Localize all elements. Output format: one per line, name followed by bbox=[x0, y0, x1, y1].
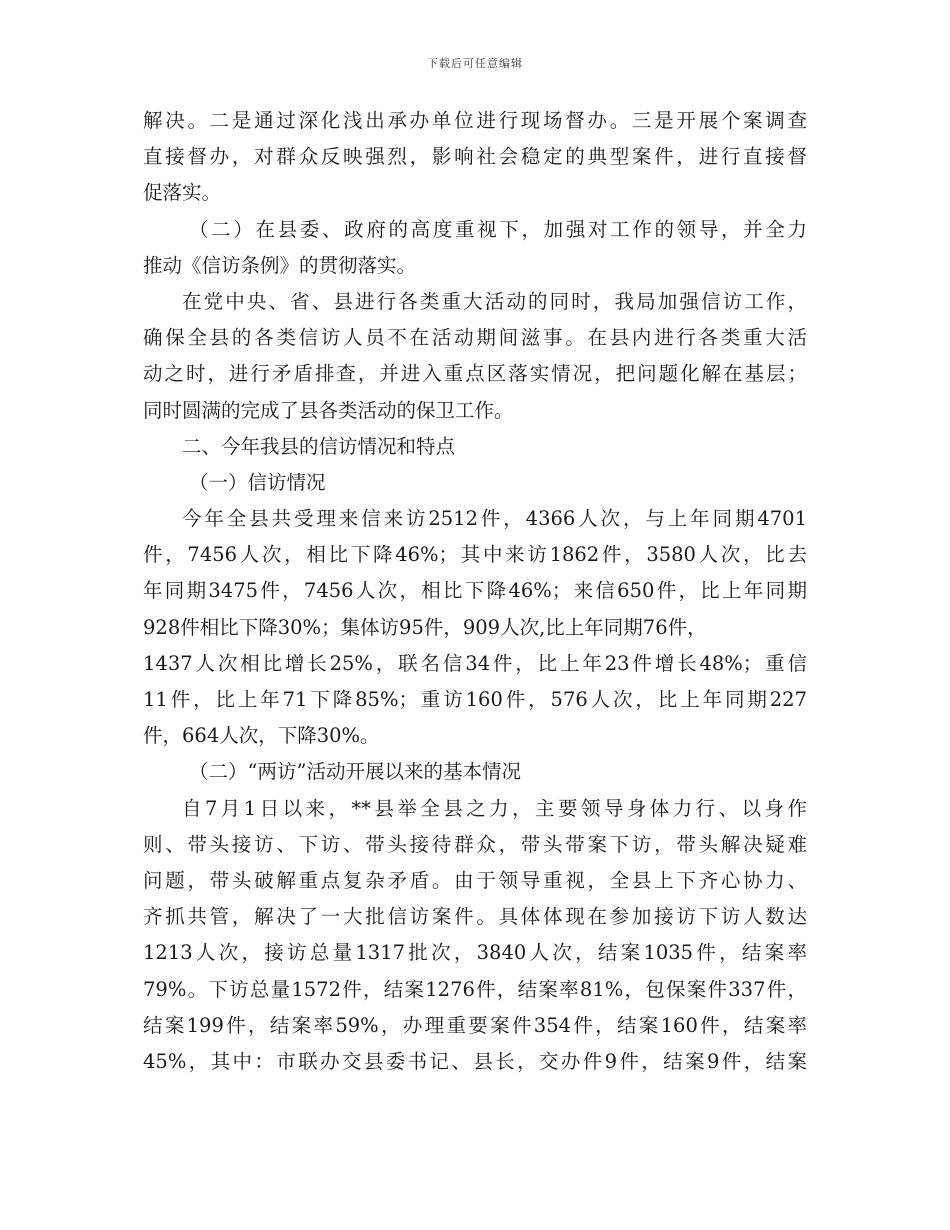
subsection-heading: （一）信访情况 bbox=[189, 470, 326, 494]
text-line: 解决。二是通过深化浅出承办单位进行现场督办。三是开展个案调查 bbox=[143, 109, 807, 132]
text-line: 确保全县的各类信访人员不在活动期间滋事。在县内进行各类重大活 bbox=[143, 326, 807, 350]
text-line: 1437人次相比增长25%，联名信34件，比上年23件增长48%；重信 bbox=[143, 651, 807, 675]
text-line: 直接督办，对群众反映强烈，影响社会稳定的典型案件，进行直接督 bbox=[143, 145, 807, 169]
text-line: 齐抓共管，解决了一大批信访案件。具体体现在参加接访下访人数达 bbox=[143, 905, 807, 929]
document-body bbox=[143, 103, 807, 1080]
text-line: 在党中央、省、县进行各类重大活动的同时，我局加强信访工作， bbox=[182, 289, 807, 313]
text-line: 11件，比上年71下降85%；重访160件，576人次，比上年同期227 bbox=[143, 688, 807, 711]
text-line: 问题，带头破解重点复杂矛盾。由于领导重视，全县上下齐心协力、 bbox=[143, 868, 807, 892]
section-heading: 二、今年我县的信访情况和特点 bbox=[182, 434, 456, 458]
text-line: 928件相比下降30%；集体访95件，909人次,比上年同期76件， bbox=[143, 615, 707, 639]
text-line: 45%，其中：市联办交县委书记、县长，交办件9件，结案9件，结案 bbox=[143, 1049, 807, 1073]
text-line: 1213人次，接访总量1317批次，3840人次，结案1035件，结案率 bbox=[143, 941, 807, 965]
text-line: 则、带头接访、下访、带头接待群众，带头带案下访，带头解决疑难 bbox=[143, 832, 807, 856]
text-line: 推动《信访条例》的贯彻落实。 bbox=[143, 253, 417, 277]
page-header: 下载后可任意编辑 bbox=[427, 57, 523, 70]
text-line: 件，7456人次，相比下降46%；其中来访1862件，3580人次，比去 bbox=[143, 543, 807, 567]
text-line: 促落实。 bbox=[143, 181, 222, 205]
text-line: 自7月1日以来，**县举全县之力，主要领导身体力行、以身作 bbox=[182, 796, 807, 820]
text-line: 动之时，进行矛盾排查，并进入重点区落实情况，把问题化解在基层； bbox=[143, 362, 807, 386]
text-line: 79%。下访总量1572件，结案1276件，结案率81%，包保案件337件， bbox=[143, 977, 807, 1001]
text-line: 同时圆满的完成了县各类活动的保卫工作。 bbox=[143, 398, 514, 422]
text-line: 件，664人次，下降30%。 bbox=[143, 724, 380, 748]
text-line: 今年全县共受理来信来访2512件，4366人次，与上年同期4701 bbox=[182, 507, 807, 531]
text-line: 年同期3475件，7456人次，相比下降46%；来信650件，比上年同期 bbox=[143, 579, 807, 603]
text-line: 结案199件，结案率59%，办理重要案件354件，结案160件，结案率 bbox=[143, 1013, 807, 1037]
subsection-heading: （二）在县委、政府的高度重视下，加强对工作的领导，并全力 bbox=[189, 217, 807, 241]
subsection-heading: （二）“两访”活动开展以来的基本情况 bbox=[189, 760, 521, 784]
